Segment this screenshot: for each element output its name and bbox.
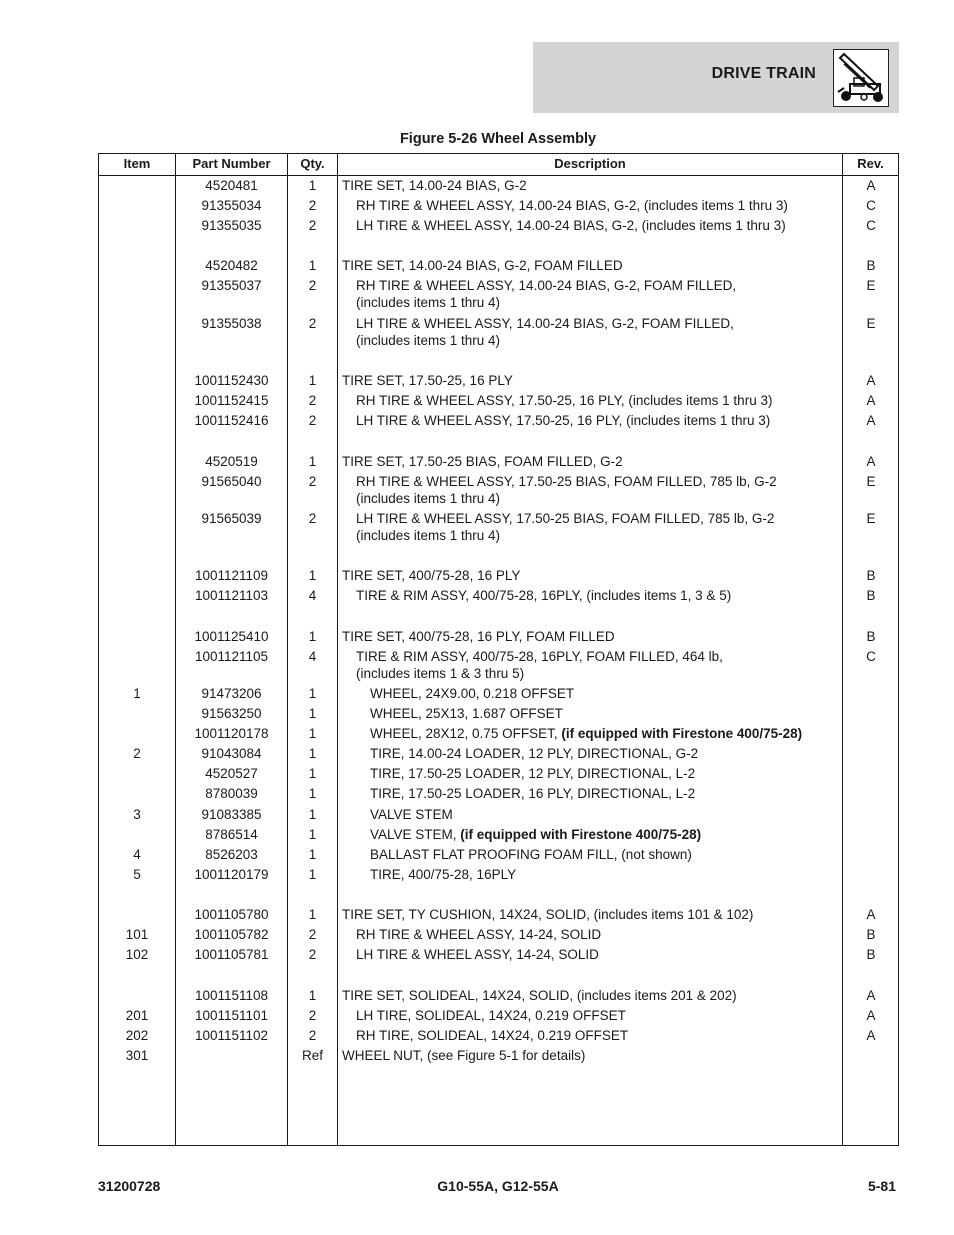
quantity: 2	[308, 413, 317, 428]
quantity: 1	[308, 629, 317, 644]
description-continuation: (includes items 1 & 3 thru 5)	[356, 666, 525, 681]
description	[342, 473, 856, 507]
description-line	[356, 1007, 856, 1024]
description-line	[356, 587, 856, 604]
description-text: TIRE, 400/75-28, 16PLY	[370, 867, 517, 882]
quantity: 4	[308, 649, 317, 664]
description-line	[370, 725, 870, 742]
description-line	[356, 277, 856, 294]
revision: B	[866, 258, 876, 273]
quantity: 2	[308, 393, 317, 408]
column-header-rev: Rev.	[857, 156, 884, 171]
quantity: 1	[308, 907, 317, 922]
description-line	[370, 846, 870, 863]
column-header-part-number: Part Number	[192, 156, 271, 171]
revision: B	[866, 947, 876, 962]
description	[342, 315, 856, 349]
part-number: 91043084	[201, 746, 262, 761]
part-number: 8786514	[205, 827, 258, 842]
part-number: 91355034	[201, 198, 262, 213]
revision: C	[866, 649, 876, 664]
part-number: 1001152416	[194, 413, 269, 428]
revision: B	[866, 588, 876, 603]
part-number: 1001121105	[194, 649, 269, 664]
item-number: 5	[133, 867, 141, 882]
revision: C	[866, 218, 876, 233]
description	[342, 765, 870, 782]
description-text: RH TIRE & WHEEL ASSY, 14.00-24 BIAS, G-2, (includes items 1 thru 3)	[356, 198, 788, 213]
quantity: 2	[308, 278, 317, 293]
description	[342, 946, 856, 963]
description-text: TIRE SET, SOLIDEAL, 14X24, SOLID, (includes items 201 & 202)	[342, 988, 737, 1003]
description	[342, 806, 870, 823]
item-number: 202	[125, 1028, 149, 1043]
description-text: RH TIRE & WHEEL ASSY, 17.50-25 BIAS, FOAM FILLED, 785 lb, G-2	[356, 474, 777, 489]
revision: A	[866, 454, 876, 469]
description	[342, 1027, 856, 1044]
description-text: LH TIRE & WHEEL ASSY, 17.50-25 BIAS, FOAM FILLED, 785 lb, G-2	[356, 511, 775, 526]
revision: A	[866, 1028, 876, 1043]
part-number: 91565040	[201, 474, 262, 489]
description-text: RH TIRE, SOLIDEAL, 14X24, 0.219 OFFSET	[356, 1028, 629, 1043]
description-line	[370, 806, 870, 823]
revision: B	[866, 629, 876, 644]
header-divider	[99, 175, 898, 176]
description-line	[356, 648, 856, 665]
part-number: 1001120178	[194, 726, 269, 741]
part-number: 1001105782	[194, 927, 269, 942]
item-number: 2	[133, 746, 141, 761]
description-line	[370, 826, 870, 843]
part-number: 4520481	[205, 178, 258, 193]
quantity: 2	[308, 947, 317, 962]
part-number: 1001105780	[194, 907, 269, 922]
revision: A	[866, 178, 876, 193]
quantity: 2	[308, 511, 317, 526]
part-number: 1001151101	[194, 1008, 269, 1023]
description-line	[356, 412, 856, 429]
part-number: 91565039	[201, 511, 262, 526]
description-line	[342, 987, 842, 1004]
part-number: 1001121109	[194, 568, 269, 583]
part-number: 8780039	[205, 786, 258, 801]
description	[342, 412, 856, 429]
description-text: VALVE STEM,	[370, 827, 461, 842]
description	[342, 725, 870, 742]
description-continuation: (includes items 1 thru 4)	[356, 295, 501, 310]
part-number: 1001121103	[194, 588, 269, 603]
description-text: TIRE SET, 14.00-24 BIAS, G-2, FOAM FILLED	[342, 258, 623, 273]
revision: B	[866, 568, 876, 583]
quantity: 2	[308, 198, 317, 213]
description-line	[370, 785, 870, 802]
description-text: LH TIRE & WHEEL ASSY, 14-24, SOLID	[356, 947, 599, 962]
part-number: 1001151108	[194, 988, 269, 1003]
part-number: 4520519	[205, 454, 258, 469]
description-text: RH TIRE & WHEEL ASSY, 14-24, SOLID	[356, 927, 602, 942]
revision: A	[866, 907, 876, 922]
quantity: 2	[308, 1028, 317, 1043]
item-number: 3	[133, 807, 141, 822]
part-number: 91563250	[201, 706, 262, 721]
description-text: TIRE, 17.50-25 LOADER, 12 PLY, DIRECTIONAL, L-2	[370, 766, 696, 781]
part-number: 91355038	[201, 316, 262, 331]
description	[342, 846, 870, 863]
part-number: 1001151102	[194, 1028, 269, 1043]
description-text: TIRE SET, 17.50-25, 16 PLY	[342, 373, 513, 388]
description-text: BALLAST FLAT PROOFING FOAM FILL, (not shown)	[370, 847, 692, 862]
item-number: 301	[125, 1048, 149, 1063]
part-number: 91355035	[201, 218, 262, 233]
part-number: 1001125410	[194, 629, 269, 644]
description-line	[370, 745, 870, 762]
description-line	[370, 705, 870, 722]
revision: A	[866, 393, 876, 408]
column-header-item: Item	[123, 156, 151, 171]
quantity: 1	[308, 726, 317, 741]
quantity: 1	[308, 454, 317, 469]
description-text: LH TIRE & WHEEL ASSY, 14.00-24 BIAS, G-2, FOAM FILLED,	[356, 316, 734, 331]
item-number: 201	[125, 1008, 149, 1023]
description	[342, 1007, 856, 1024]
description-text: WHEEL, 24X9.00, 0.218 OFFSET	[370, 686, 575, 701]
quantity: 1	[308, 258, 317, 273]
column-header-qty: Qty.	[300, 156, 325, 171]
quantity: 2	[308, 316, 317, 331]
item-number: 102	[125, 947, 149, 962]
quantity: 1	[308, 827, 317, 842]
revision: E	[866, 511, 876, 526]
model-numbers: G10-55A, G12-55A	[437, 1178, 559, 1194]
description-line	[342, 567, 842, 584]
description-line	[356, 217, 856, 234]
description-line	[370, 866, 870, 883]
revision: B	[866, 927, 876, 942]
description	[342, 510, 856, 544]
quantity: 1	[308, 988, 317, 1003]
description-text: TIRE SET, 400/75-28, 16 PLY	[342, 568, 521, 583]
quantity: 4	[308, 588, 317, 603]
description-text: WHEEL NUT, (see Figure 5-1 for details)	[342, 1048, 586, 1063]
revision: A	[866, 413, 876, 428]
description-line	[356, 473, 856, 490]
description-text: TIRE, 14.00-24 LOADER, 12 PLY, DIRECTIONAL, G-2	[370, 746, 699, 761]
description-continuation: (includes items 1 thru 4)	[356, 528, 501, 543]
item-number: 4	[133, 847, 141, 862]
description-text: TIRE SET, TY CUSHION, 14X24, SOLID, (includes items 101 & 102)	[342, 907, 754, 922]
item-number: 1	[133, 686, 141, 701]
description-line	[342, 372, 842, 389]
column-divider	[337, 154, 338, 1145]
description-note: (if equipped with Firestone 400/75-28)	[460, 827, 702, 842]
description-text: LH TIRE & WHEEL ASSY, 17.50-25, 16 PLY, (includes items 1 thru 3)	[356, 413, 771, 428]
part-number: 4520482	[205, 258, 258, 273]
part-number: 91083385	[201, 807, 262, 822]
description-line	[356, 946, 856, 963]
description	[342, 628, 842, 645]
description	[342, 587, 856, 604]
description	[342, 277, 856, 311]
description	[342, 685, 870, 702]
description-note: (if equipped with Firestone 400/75-28)	[561, 726, 803, 741]
description-text: TIRE SET, 14.00-24 BIAS, G-2	[342, 178, 527, 193]
quantity: Ref	[301, 1048, 323, 1063]
description	[342, 906, 842, 923]
revision: E	[866, 316, 876, 331]
revision: E	[866, 474, 876, 489]
description-line	[356, 197, 856, 214]
description-text: VALVE STEM	[370, 807, 453, 822]
quantity: 1	[308, 178, 317, 193]
description-text: RH TIRE & WHEEL ASSY, 17.50-25, 16 PLY, (includes items 1 thru 3)	[356, 393, 773, 408]
quantity: 1	[308, 847, 317, 862]
description-text: WHEEL, 28X12, 0.75 OFFSET,	[370, 726, 562, 741]
description	[342, 567, 842, 584]
quantity: 1	[308, 686, 317, 701]
description-line	[342, 1047, 842, 1064]
description	[342, 197, 856, 214]
description-line	[342, 257, 842, 274]
description	[342, 826, 870, 843]
quantity: 2	[308, 927, 317, 942]
description	[342, 177, 842, 194]
description-line	[356, 510, 856, 527]
part-number: 1001152430	[194, 373, 269, 388]
description-text: RH TIRE & WHEEL ASSY, 14.00-24 BIAS, G-2, FOAM FILLED,	[356, 278, 737, 293]
part-number: 91473206	[201, 686, 262, 701]
quantity: 2	[308, 1008, 317, 1023]
telehandler-icon	[833, 49, 889, 107]
description-line	[342, 177, 842, 194]
item-number: 101	[125, 927, 149, 942]
quantity: 2	[308, 218, 317, 233]
page-number: 5-81	[867, 1178, 896, 1194]
description	[342, 705, 870, 722]
parts-table	[98, 153, 899, 1146]
quantity: 1	[308, 746, 317, 761]
description-line	[356, 392, 856, 409]
quantity: 2	[308, 474, 317, 489]
quantity: 1	[308, 867, 317, 882]
document-number: 31200728	[98, 1178, 161, 1194]
description-text: TIRE & RIM ASSY, 400/75-28, 16PLY, (includes items 1, 3 & 5)	[356, 588, 732, 603]
description-text: TIRE SET, 400/75-28, 16 PLY, FOAM FILLED	[342, 629, 615, 644]
quantity: 1	[308, 766, 317, 781]
description	[342, 866, 870, 883]
description	[342, 926, 856, 943]
description-line	[356, 1027, 856, 1044]
section-title: DRIVE TRAIN	[711, 65, 816, 82]
description	[342, 372, 842, 389]
description-line	[356, 926, 856, 943]
description-continuation: (includes items 1 thru 4)	[356, 333, 501, 348]
description	[342, 257, 842, 274]
description-line	[370, 685, 870, 702]
part-number: 1001105781	[194, 947, 269, 962]
description	[342, 648, 856, 682]
quantity: 1	[308, 706, 317, 721]
description-text: LH TIRE & WHEEL ASSY, 14.00-24 BIAS, G-2, (includes items 1 thru 3)	[356, 218, 786, 233]
description-line	[342, 628, 842, 645]
description-text: TIRE & RIM ASSY, 400/75-28, 16PLY, FOAM FILLED, 464 lb,	[356, 649, 723, 664]
column-header-description: Description	[554, 156, 626, 171]
quantity: 1	[308, 786, 317, 801]
part-number: 1001120179	[194, 867, 269, 882]
revision: A	[866, 1008, 876, 1023]
description	[342, 453, 842, 470]
part-number: 4520527	[205, 766, 258, 781]
description-line	[342, 906, 842, 923]
description	[342, 987, 842, 1004]
description	[342, 392, 856, 409]
revision: A	[866, 373, 876, 388]
description	[342, 745, 870, 762]
revision: A	[866, 988, 876, 1003]
description	[342, 785, 870, 802]
revision: E	[866, 278, 876, 293]
description-text: WHEEL, 25X13, 1.687 OFFSET	[370, 706, 563, 721]
description	[342, 1047, 842, 1064]
part-number: 1001152415	[194, 393, 269, 408]
quantity: 1	[308, 807, 317, 822]
part-number: 91355037	[201, 278, 262, 293]
quantity: 1	[308, 373, 317, 388]
description-line	[342, 453, 842, 470]
figure-title: Figure 5-26 Wheel Assembly	[399, 131, 597, 147]
description-line	[370, 765, 870, 782]
description-line	[356, 315, 856, 332]
description-continuation: (includes items 1 thru 4)	[356, 491, 501, 506]
revision: C	[866, 198, 876, 213]
description-text: TIRE, 17.50-25 LOADER, 16 PLY, DIRECTIONAL, L-2	[370, 786, 696, 801]
description-text: LH TIRE, SOLIDEAL, 14X24, 0.219 OFFSET	[356, 1008, 626, 1023]
description	[342, 217, 856, 234]
description-text: TIRE SET, 17.50-25 BIAS, FOAM FILLED, G-2	[342, 454, 623, 469]
part-number: 8526203	[205, 847, 258, 862]
quantity: 1	[308, 568, 317, 583]
